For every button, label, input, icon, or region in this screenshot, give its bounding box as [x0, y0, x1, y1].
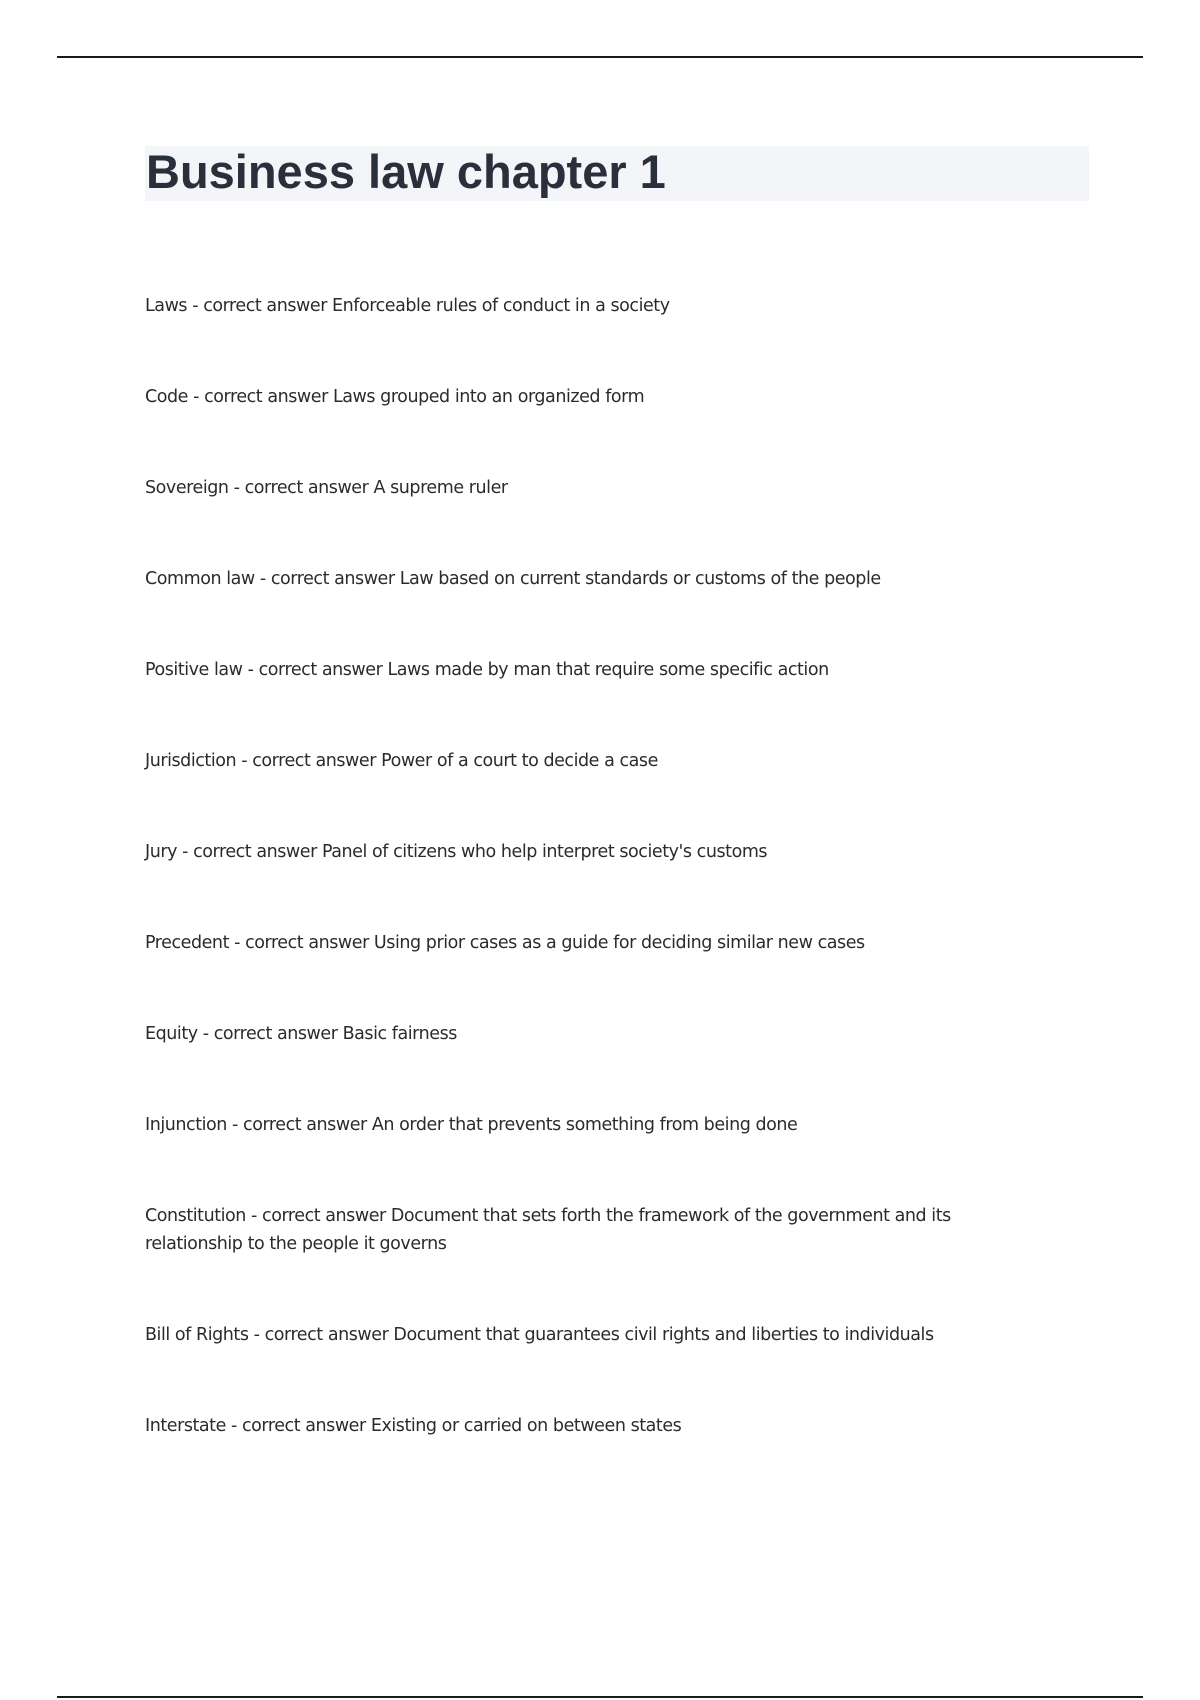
term-entry-constitution: Constitution - correct answer Document that sets forth the framework of the government and its relationship to the people it governs: [145, 1206, 951, 1254]
term-entry-sovereign: Sovereign - correct answer A supreme ruler: [145, 478, 508, 498]
term-entry-common-law: Common law - correct answer Law based on current standards or customs of the people: [145, 569, 881, 589]
term-entry-injunction: Injunction - correct answer An order that prevents something from being done: [145, 1115, 798, 1135]
term-entry-equity: Equity - correct answer Basic fairness: [145, 1024, 457, 1044]
bottom-rule: [57, 1696, 1143, 1698]
term-entry-jurisdiction: Jurisdiction - correct answer Power of a court to decide a case: [145, 751, 658, 771]
term-entry-precedent: Precedent - correct answer Using prior cases as a guide for deciding similar new cases: [145, 933, 865, 953]
term-entry-laws: Laws - correct answer Enforceable rules of conduct in a society: [145, 296, 670, 316]
page-title: Business law chapter 1: [146, 145, 666, 198]
term-entry-code: Code - correct answer Laws grouped into an organized form: [145, 387, 645, 407]
term-entry-jury: Jury - correct answer Panel of citizens who help interpret society's customs: [145, 842, 768, 862]
term-entry-bill-of-rights: Bill of Rights - correct answer Document that guarantees civil rights and liberties to individuals: [145, 1325, 934, 1345]
top-rule: [57, 56, 1143, 58]
term-entry-interstate: Interstate - correct answer Existing or carried on between states: [145, 1416, 682, 1436]
term-entry-positive-law: Positive law - correct answer Laws made by man that require some specific action: [145, 660, 829, 680]
